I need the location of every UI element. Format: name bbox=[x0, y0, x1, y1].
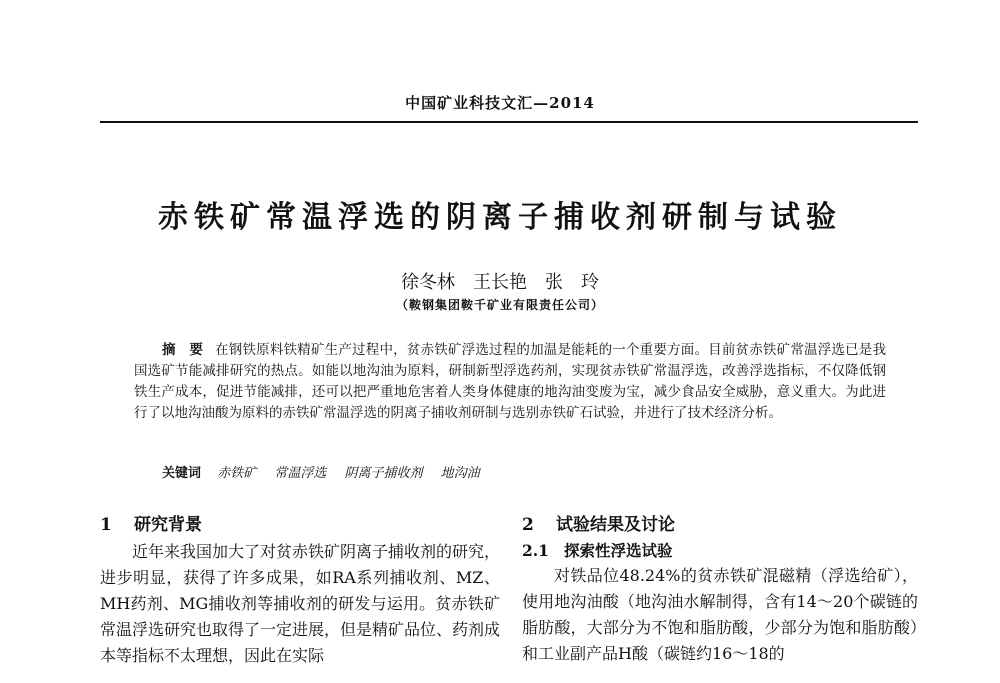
abstract-label: 摘 要 bbox=[162, 342, 204, 358]
subsection-title: 探索性浮选试验 bbox=[564, 541, 673, 560]
abstract-text: 在钢铁原料铁精矿生产过程中，贫赤铁矿浮选过程的加温是能耗的一个重要方面。目前贫赤铁矿常温浮选已是我国选矿节能减排研究的热点。如能以地沟油为原料，研制新型浮选药剂，实现贫赤铁矿常温浮选，改善浮选指标，不仅降低钢铁生产成本，促进节能减排，还可以把严重地危害着人类身体健康的地沟油变废为宝，减少食品安全威胁，意义重大。为此进行了以地沟油酸为原料的赤铁矿常温浮选的阴离子捕收剂研制与选别赤铁矿石试验，并进行了技术经济分析。 bbox=[134, 342, 887, 421]
keywords bbox=[162, 462, 882, 481]
keyword: 地沟油 bbox=[440, 466, 480, 481]
running-head: 中国矿业科技文汇—2014 bbox=[405, 94, 595, 112]
keywords-label: 关键词 bbox=[162, 466, 202, 481]
keyword: 常温浮选 bbox=[274, 466, 327, 481]
section-heading bbox=[522, 511, 918, 539]
body-paragraph: 对铁品位48.24%的贫赤铁矿混磁精（浮选给矿），使用地沟油酸（地沟油水解制得，含有14～20个碳链的脂肪酸，大部分为不饱和脂肪酸，少部分为饱和脂肪酸）和工业副产品H酸（碳链约16～18的 bbox=[522, 566, 918, 663]
left-column bbox=[100, 511, 500, 669]
paper-title: 赤铁矿常温浮选的阴离子捕收剂研制与试验 bbox=[158, 200, 842, 235]
keyword: 阴离子捕收剂 bbox=[344, 466, 423, 481]
affiliation: （鞍钢集团鞍千矿业有限责任公司） bbox=[395, 298, 604, 312]
subsection-heading bbox=[522, 539, 918, 563]
section-title: 研究背景 bbox=[134, 515, 202, 535]
keyword: 赤铁矿 bbox=[217, 466, 257, 481]
section-number: 2 bbox=[522, 515, 534, 535]
section-heading bbox=[100, 511, 500, 539]
body-paragraph: 近年来我国加大了对贫赤铁矿阴离子捕收剂的研究，进步明显，获得了许多成果，如RA系列捕收剂、MZ、MH药剂、MG捕收剂等捕收剂的研发与运用。贫赤铁矿常温浮选研究也取得了一定进展，但是精矿品位、药剂成本等指标不太理想，因此在实际 bbox=[100, 542, 501, 665]
subsection-number: 2.1 bbox=[522, 541, 549, 560]
header-rule bbox=[100, 121, 918, 123]
right-column bbox=[522, 511, 918, 667]
section-number: 1 bbox=[100, 515, 112, 535]
section-title: 试验结果及讨论 bbox=[556, 515, 675, 535]
abstract bbox=[134, 340, 886, 424]
authors: 徐冬林 王长艳 张 玲 bbox=[401, 272, 599, 293]
